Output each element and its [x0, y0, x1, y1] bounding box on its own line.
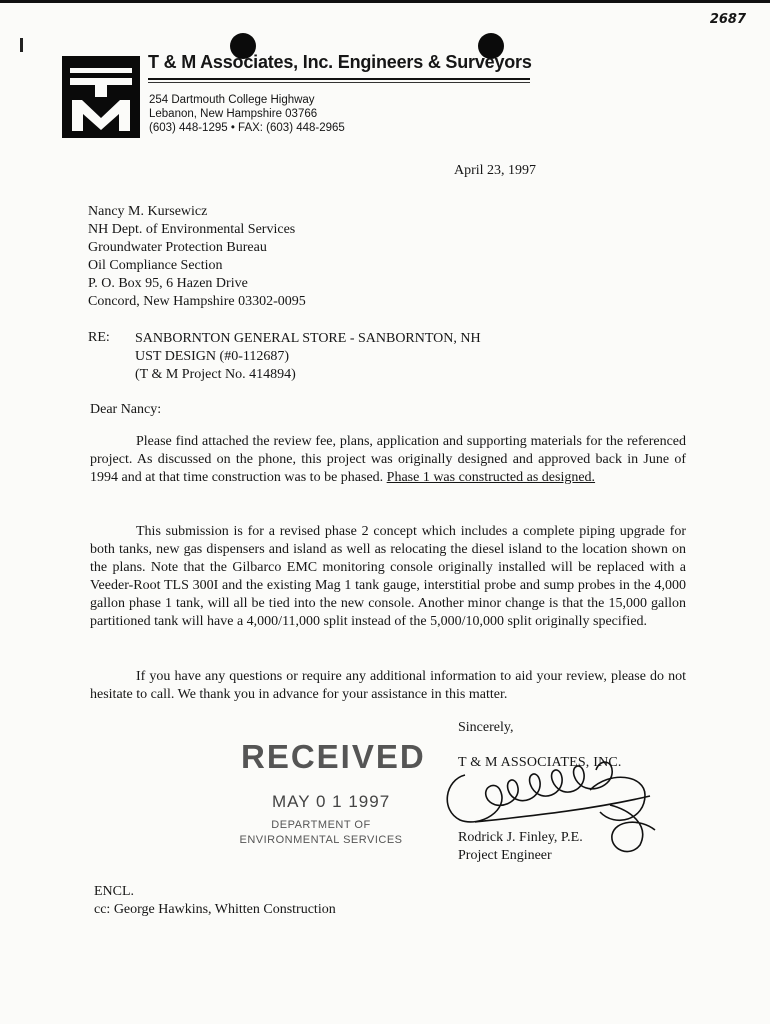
recipient-line: Nancy M. Kursewicz: [88, 204, 208, 219]
recipient-line: Groundwater Protection Bureau: [88, 240, 267, 255]
signer-block: [458, 829, 583, 865]
re-label: RE:: [88, 330, 110, 345]
received-stamp-department: [236, 818, 406, 848]
signature-firm: T & M ASSOCIATES, INC.: [458, 755, 622, 770]
stamp-line: ENVIRONMENTAL SERVICES: [239, 834, 403, 846]
signer-title: Project Engineer: [458, 848, 552, 863]
firm-name: T & M Associates, Inc. Engineers & Surveyors: [148, 52, 532, 72]
address-line: Lebanon, New Hampshire 03766: [149, 108, 318, 120]
firm-address: [149, 93, 345, 135]
phone-fax-line: (603) 448-1295 • FAX: (603) 448-2965: [149, 122, 345, 134]
received-stamp-date: MAY 0 1 1997: [272, 792, 391, 811]
recipient-line: Oil Compliance Section: [88, 258, 223, 273]
subject-block: [135, 330, 481, 384]
header-rule: [148, 78, 530, 80]
header-rule-thin: [148, 82, 530, 83]
signer-name: Rodrick J. Finley, P.E.: [458, 830, 583, 845]
closing: Sincerely,: [458, 720, 514, 735]
subject-line: SANBORNTON GENERAL STORE - SANBORNTON, NH: [135, 331, 481, 346]
recipient-line: NH Dept. of Environmental Services: [88, 222, 296, 237]
margin-mark: [20, 38, 23, 52]
salutation: Dear Nancy:: [90, 402, 162, 417]
tm-logo-icon: [62, 56, 140, 138]
body-paragraph-1: [90, 433, 686, 487]
paragraph-text: Please find attached the review fee, plans, application and supporting materials for the referenced project. As discussed on the phone, this project was originally designed and approved back in June of 1994 and at that time construction was to be phased.: [90, 434, 686, 485]
subject-line: UST DESIGN (#0-112687): [135, 349, 289, 364]
recipient-block: [88, 203, 306, 311]
page-top-edge: [0, 0, 770, 3]
recipient-line: Concord, New Hampshire 03302-0095: [88, 294, 306, 309]
enclosure-block: [94, 883, 336, 919]
cc-line: cc: George Hawkins, Whitten Construction: [94, 902, 336, 917]
enclosure-line: ENCL.: [94, 884, 135, 899]
subject-line: (T & M Project No. 414894): [135, 367, 296, 382]
stamp-line: DEPARTMENT OF: [271, 819, 371, 831]
received-stamp: RECEIVED: [241, 738, 426, 775]
recipient-line: P. O. Box 95, 6 Hazen Drive: [88, 276, 248, 291]
underlined-phrase: Phase 1 was constructed as designed.: [386, 470, 596, 485]
address-line: 254 Dartmouth College Highway: [149, 94, 315, 106]
letter-date: April 23, 1997: [454, 163, 537, 178]
handwritten-page-number: 2687: [709, 12, 746, 27]
body-paragraph-2: This submission is for a revised phase 2 concept which includes a complete piping upgrade for both tanks, new gas dispensers and island as well as relocating the diesel island to the location shown on the plans. Note that the Gilbarco EMC monitoring console originally installed will be replaced with a Veeder-Root TLS 300I and the existing Mag 1 tank gauge, interstitial probe and sump probes in the 4,000 gallon phase 1 tank, will all be tied into the new console. Another minor change is that the 15,000 gallon partitioned tank will have a 4,000/11,000 split instead of the 5,000/10,000 split originally specified.: [90, 524, 686, 629]
body-paragraph-3: If you have any questions or require any additional information to aid your review, please do not hesitate to call. We thank you in advance for your assistance in this matter.: [90, 669, 686, 702]
